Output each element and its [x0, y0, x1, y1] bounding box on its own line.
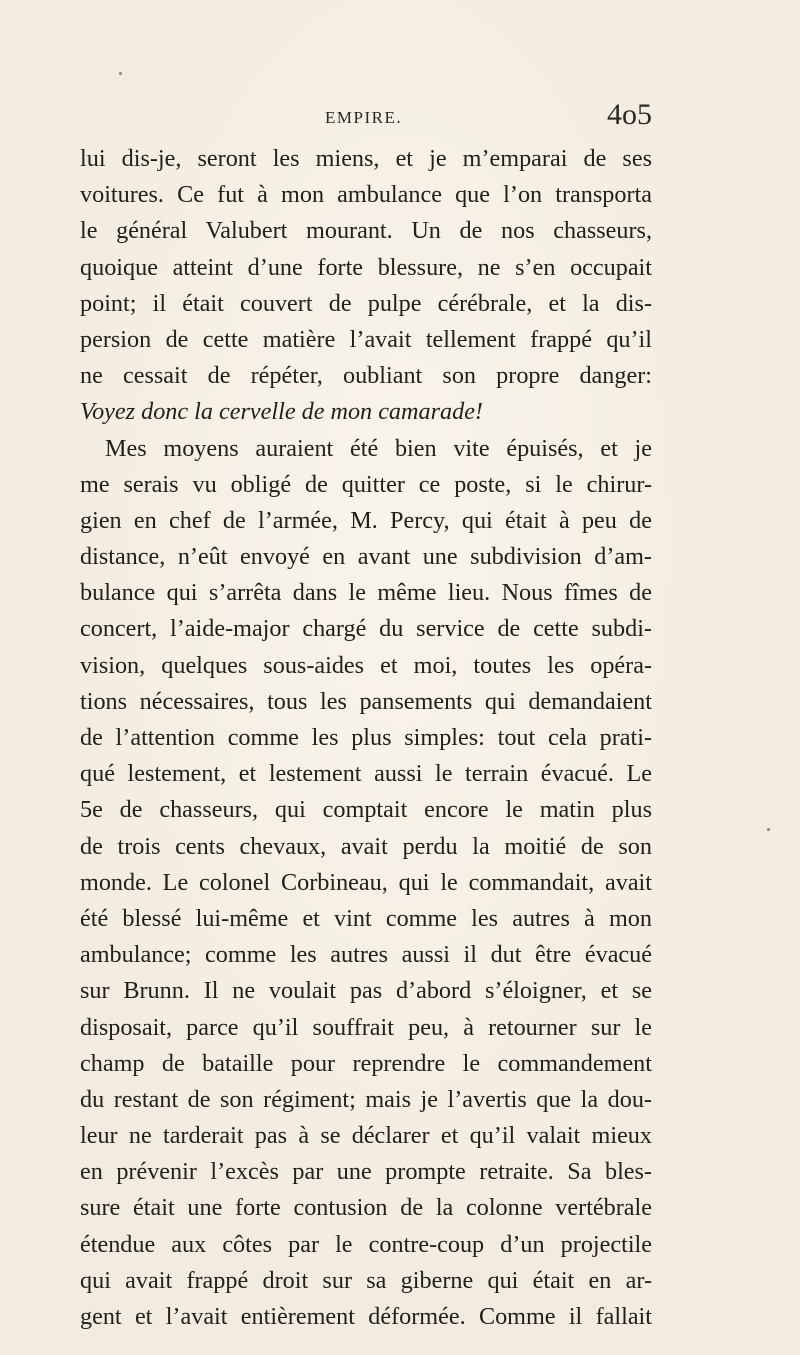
paper-speck [119, 72, 122, 75]
text-line: voitures. Ce fut à mon ambulance que l’on transporta [80, 181, 652, 209]
running-title: EMPIRE. [325, 108, 403, 127]
text-line: lui dis-je, seront les miens, et je m’emparai de ses [80, 145, 652, 172]
text-line: disposait, parce qu’il souffrait peu, à retourner sur le [80, 1013, 652, 1041]
text-line: en prévenir l’excès par une prompte retraite. Sa bles- [80, 1158, 652, 1186]
text-line: champ de bataille pour reprendre le commandement [80, 1049, 652, 1077]
text-line: ambulance; comme les autres aussi il dut être évacué [80, 941, 652, 969]
text-line: concert, l’aide-major chargé du service de cette subdi- [80, 615, 652, 643]
italic-quote-line: Voyez donc la cervelle de mon camarade! [80, 398, 483, 426]
text-line: ne cessait de répéter, oubliant son propre danger: [80, 362, 652, 390]
text-line: 5e de chasseurs, qui comptait encore le matin plus [80, 796, 652, 824]
text-line: qui avait frappé droit sur sa giberne qui était en ar- [80, 1266, 652, 1294]
text-line: sure était une forte contusion de la colonne vertébrale [80, 1194, 652, 1222]
text-line: été blessé lui-même et vint comme les autres à mon [80, 904, 652, 932]
text-line: de trois cents chevaux, avait perdu la moitié de son [80, 832, 652, 860]
text-line: étendue aux côtes par le contre-coup d’un projectile [80, 1230, 652, 1258]
text-line: me serais vu obligé de quitter ce poste, si le chirur- [80, 470, 652, 498]
text-line: distance, n’eût envoyé en avant une subdivision d’am- [80, 543, 652, 571]
paragraph-first-line: Mes moyens auraient été bien vite épuisés, et je [105, 434, 652, 462]
text-line: gien en chef de l’armée, M. Percy, qui était à peu de [80, 506, 652, 534]
paper-speck [767, 828, 770, 831]
text-line: de l’attention comme les plus simples: tout cela prati- [80, 724, 652, 751]
text-line: bulance qui s’arrêta dans le même lieu. Nous fîmes de [80, 579, 652, 607]
text-line: point; il était couvert de pulpe cérébrale, et la dis- [80, 289, 652, 317]
text-line: leur ne tarderait pas à se déclarer et qu’il valait mieux [80, 1122, 652, 1150]
text-line: le général Valubert mourant. Un de nos chasseurs, [80, 217, 652, 245]
text-line: persion de cette matière l’avait tellement frappé qu’il [80, 325, 652, 353]
text-line: quoique atteint d’une forte blessure, ne s’en occupait [80, 253, 652, 281]
text-line: monde. Le colonel Corbineau, qui le commandait, avait [80, 868, 652, 896]
text-line: vision, quelques sous-aides et moi, toutes les opéra- [80, 651, 652, 679]
running-head [80, 98, 652, 138]
page-number: 4o5 [607, 98, 652, 131]
text-line: qué lestement, et lestement aussi le terrain évacué. Le [80, 760, 652, 788]
text-line: sur Brunn. Il ne voulait pas d’abord s’éloigner, et se [80, 977, 652, 1005]
text-line: gent et l’avait entièrement déformée. Comme il fallait [80, 1303, 652, 1330]
body-text [80, 141, 652, 1335]
text-line: tions nécessaires, tous les pansements qui demandaient [80, 687, 652, 715]
text-line: du restant de son régiment; mais je l’avertis que la dou- [80, 1085, 652, 1113]
